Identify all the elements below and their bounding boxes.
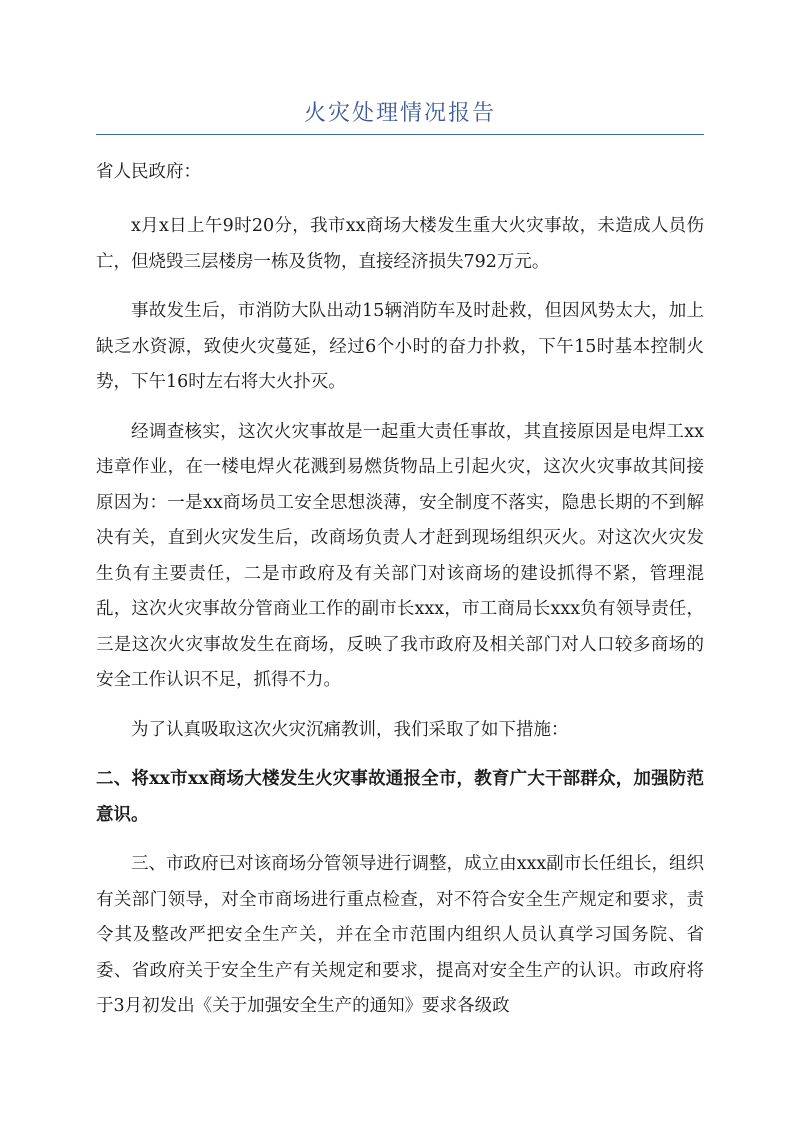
paragraph-measure-three: 三、市政府已对该商场分管领导进行调整，成立由xxx副市长任组长，组织有关部门领导，对全市商场进行重点检查，对不符合安全生产规定和要求，责令其及整改严把安全生产关，并在全市范围内组织人员认真学习国务院、省委、省政府关于安全生产有关规定和要求，提高对安全生产的认识。市政府将于3月初发出《关于加强安全生产的通知》要求各级政 [96,854,704,1016]
title-divider [96,134,704,135]
paragraph-investigation: 经调查核实，这次火灾事故是一起重大责任事故，其直接原因是电焊工xx违章作业，在一楼电焊火花溅到易燃货物品上引起火灾，这次火灾事故其间接原因为：一是xx商场员工安全思想淡薄，安全制度不落实，隐患长期的不到解决有关，直到火灾发生后，改商场负责人才赶到现场组织灭火。对这次火灾发生负有主要责任，二是市政府及有关部门对该商场的建设抓得不紧，管理混乱，这次火灾事故分管商业工作的副市长xxx，市工商局长xxx负有领导责任，三是这次火灾事故发生在商场，反映了我市政府及相关部门对人口较多商场的安全工作认识不足，抓得不力。 [96,421,704,690]
document-page [96,0,704,1025]
paragraph-response: 事故发生后，市消防大队出动15辆消防车及时赴救，但因风势太大，加上缺乏水资源，致使火灾蔓延，经过6个小时的奋力扑救，下午15时基本控制火势，下午16时左右将大火扑灭。 [96,301,704,392]
paragraph-measures-intro: 为了认真吸取这次火灾沉痛教训，我们采取了如下措施： [131,719,569,740]
paragraph-incident: x月x日上午9时20分，我市xx商场大楼发生重大火灾事故，未造成人员伤亡，但烧毁三层楼房一栋及货物，直接经济损失792万元。 [96,216,704,272]
salutation: 省人民政府： [96,162,201,182]
section-heading: 二、将xx市xx商场大楼发生火灾事故通报全市，教育广大干部群众，加强防范意识。 [96,769,704,825]
document-title: 火灾处理情况报告 [303,101,496,126]
